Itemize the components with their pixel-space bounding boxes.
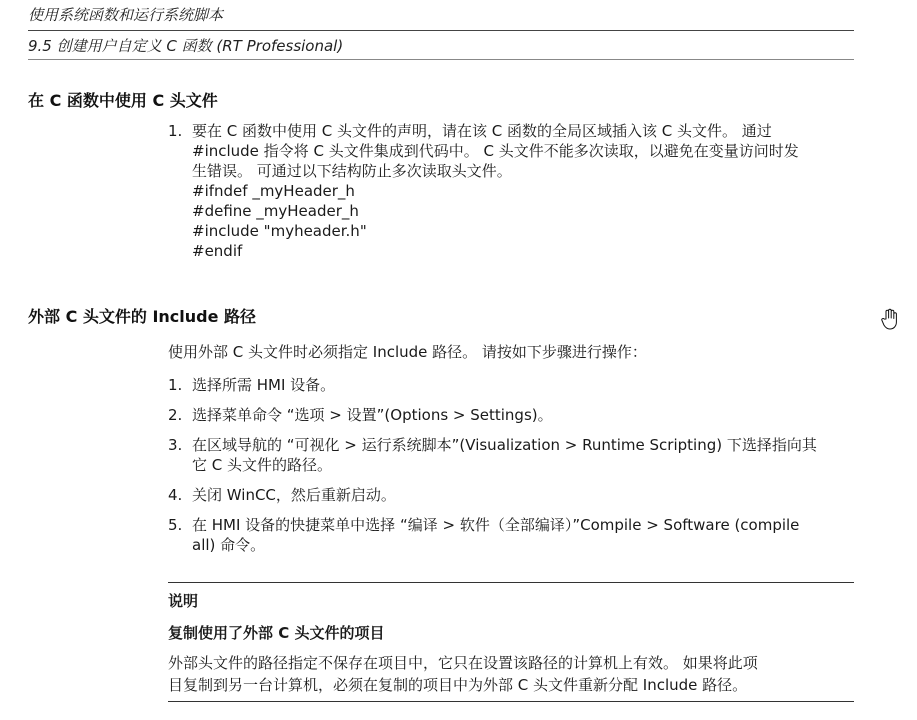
text-line: #include 指令将 C 头文件集成到代码中。 C 头文件不能多次读取，以避免在变量访问时发 [192, 142, 799, 160]
note-top-rule [168, 582, 854, 583]
document-section-subtitle: 9.5 创建用户自定义 C 函数 (RT Professional) [28, 37, 344, 55]
text-line: 关闭 WinCC，然后重新启动。 [192, 486, 396, 504]
step-text [192, 515, 860, 555]
step-number: 4. [168, 486, 183, 504]
note-body [168, 652, 858, 696]
step-text [192, 375, 860, 395]
subtitle-divider [28, 59, 854, 60]
text-line: 要在 C 函数中使用 C 头文件的声明，请在该 C 函数的全局区域插入该 C 头文件。 通过 [192, 122, 772, 140]
code-line: #ifndef _myHeader_h [192, 182, 355, 200]
step-number: 1. [168, 376, 183, 394]
section-intro-text: 使用外部 C 头文件时必须指定 Include 路径。 请按如下步骤进行操作： [168, 343, 647, 361]
section-heading-include-path: 外部 C 头文件的 Include 路径 [28, 307, 257, 326]
text-line: all) 命令。 [192, 536, 266, 554]
list-item-number: 1. [168, 122, 183, 140]
step-number: 2. [168, 406, 183, 424]
text-line: 目复制到另一台计算机，必须在复制的项目中为外部 C 头文件重新分配 Include 路径。 [168, 676, 748, 694]
text-line: 它 C 头文件的路径。 [192, 456, 333, 474]
note-title: 复制使用了外部 C 头文件的项目 [168, 624, 385, 642]
text-line: 选择菜单命令 “选项 > 设置”(Options > Settings)。 [192, 406, 553, 424]
step-number: 5. [168, 516, 183, 534]
code-line: #define _myHeader_h [192, 202, 359, 220]
step-text [192, 405, 860, 425]
text-line: 在区域导航的 “可视化 > 运行系统脚本”(Visualization > Runtime Scripting) 下选择指向其 [192, 436, 817, 454]
step-text [192, 485, 860, 505]
code-line: #include "myheader.h" [192, 222, 367, 240]
text-line: 选择所需 HMI 设备。 [192, 376, 336, 394]
section-heading-c-header: 在 C 函数中使用 C 头文件 [28, 91, 218, 110]
note-bottom-rule [168, 701, 854, 702]
header-divider [28, 30, 854, 31]
list-item-text [192, 121, 860, 181]
step-number: 3. [168, 436, 183, 454]
code-line: #endif [192, 242, 243, 260]
text-line: 生错误。 可通过以下结构防止多次读取头文件。 [192, 162, 512, 180]
text-line: 外部头文件的路径指定不保存在项目中，它只在设置该路径的计算机上有效。 如果将此项 [168, 654, 758, 672]
step-text [192, 435, 860, 475]
note-label: 说明 [168, 592, 199, 610]
code-block [192, 181, 367, 261]
hand-cursor-icon [880, 308, 900, 330]
text-line: 在 HMI 设备的快捷菜单中选择 “编译 > 软件（全部编译）”Compile > Software (compile [192, 516, 800, 534]
document-header-title: 使用系统函数和运行系统脚本 [28, 6, 224, 24]
